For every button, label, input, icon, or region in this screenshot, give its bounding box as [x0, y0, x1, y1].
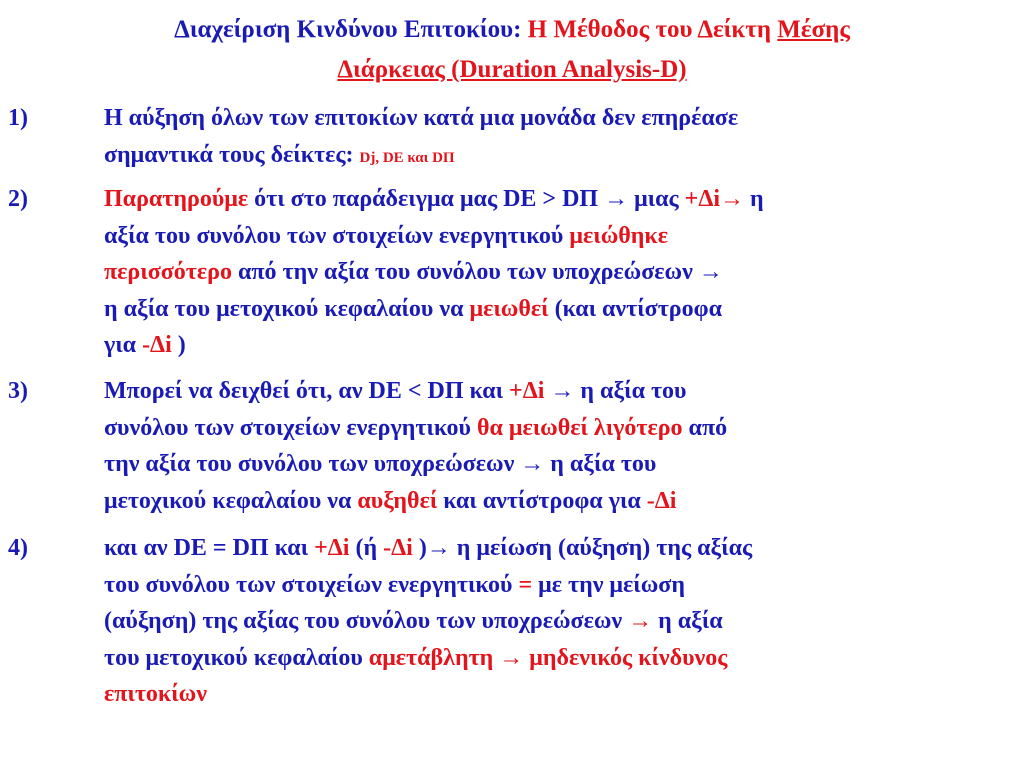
- text-run: η αξία: [652, 608, 723, 634]
- text-run: Παρατηρούμε: [104, 186, 249, 212]
- text-run: αμετάβλητη → μηδενικός κίνδυνος: [368, 644, 728, 671]
- text-run: -Δi: [383, 535, 413, 561]
- title-part-2: Η Μέθοδος του Δείκτη: [527, 16, 778, 43]
- item-number: 2): [8, 186, 28, 212]
- text-run: -Δi: [142, 332, 172, 358]
- text-run: →: [628, 608, 653, 634]
- text-run: (αύξηση) της αξίας του συνόλου των υποχρεώσεων: [104, 608, 629, 634]
- item-number: 3): [8, 378, 28, 404]
- text-run: Η αύξηση όλων των επιτοκίων κατά μια μονάδα δεν επηρέασε: [104, 105, 739, 131]
- text-run: περισσότερο: [104, 259, 232, 285]
- text-run: σημαντικά τους δείκτες:: [104, 141, 360, 168]
- text-run: η: [744, 186, 764, 212]
- item-text: [104, 373, 1016, 519]
- slide-title: [20, 10, 1004, 90]
- item-text: [104, 181, 1016, 364]
- title-part-3: Μέσης: [777, 16, 850, 43]
- text-run: με την μείωση: [532, 571, 685, 598]
- text-run: συνόλου των στοιχείων ενεργητικού: [104, 414, 477, 441]
- text-run: και αντίστροφα για: [437, 487, 647, 514]
- text-run: την αξία του συνόλου των υποχρεώσεων → η αξία του: [104, 451, 657, 477]
- item-text: [104, 100, 1016, 176]
- text-run: αυξηθεί: [357, 487, 438, 514]
- text-run: από: [682, 414, 728, 441]
- text-run: Μπορεί να δειχθεί ότι, αν DE < DΠ και: [104, 378, 510, 404]
- item-text: [104, 530, 1016, 713]
- text-run: Dj, DE και DΠ: [359, 149, 455, 166]
- text-run: του μετοχικού κεφαλαίου: [104, 644, 369, 671]
- text-run: ότι στο παράδειγμα μας DE > DΠ → μιας: [248, 186, 685, 212]
- text-run: επιτοκίων: [104, 681, 207, 707]
- text-run: )→ η μείωση (αύξηση) της αξίας: [412, 535, 753, 561]
- text-run: → η αξία του: [544, 378, 687, 404]
- text-run: από την αξία του συνόλου των υποχρεώσεων →: [231, 259, 723, 285]
- text-run: ): [171, 332, 186, 358]
- text-run: +Δi→: [684, 186, 745, 212]
- title-part-1: Διαχείριση Κινδύνου Επιτοκίου:: [174, 16, 528, 43]
- text-run: μειωθεί: [469, 295, 549, 322]
- text-run: =: [518, 571, 533, 598]
- text-run: και αν DE = DΠ και: [104, 535, 315, 561]
- text-run: +Δi: [509, 378, 545, 404]
- text-run: +Δi: [314, 535, 350, 561]
- text-run: (και αντίστροφα: [548, 295, 722, 322]
- text-run: (ή: [349, 535, 384, 561]
- text-run: η αξία του μετοχικού κεφαλαίου να: [104, 295, 470, 322]
- text-run: μετοχικού κεφαλαίου να: [104, 487, 358, 514]
- title-part-4: Διάρκειας (Duration Analysis-D): [337, 56, 687, 83]
- text-run: του συνόλου των στοιχείων ενεργητικού: [104, 571, 519, 598]
- text-run: -Δi: [646, 487, 677, 514]
- item-number: 4): [8, 535, 28, 561]
- item-number: 1): [8, 105, 28, 131]
- text-run: θα μειωθεί λιγότερο: [476, 414, 683, 441]
- text-run: μειώθηκε: [569, 222, 668, 249]
- text-run: αξία του συνόλου των στοιχείων ενεργητικού: [104, 222, 570, 249]
- text-run: για: [104, 332, 143, 358]
